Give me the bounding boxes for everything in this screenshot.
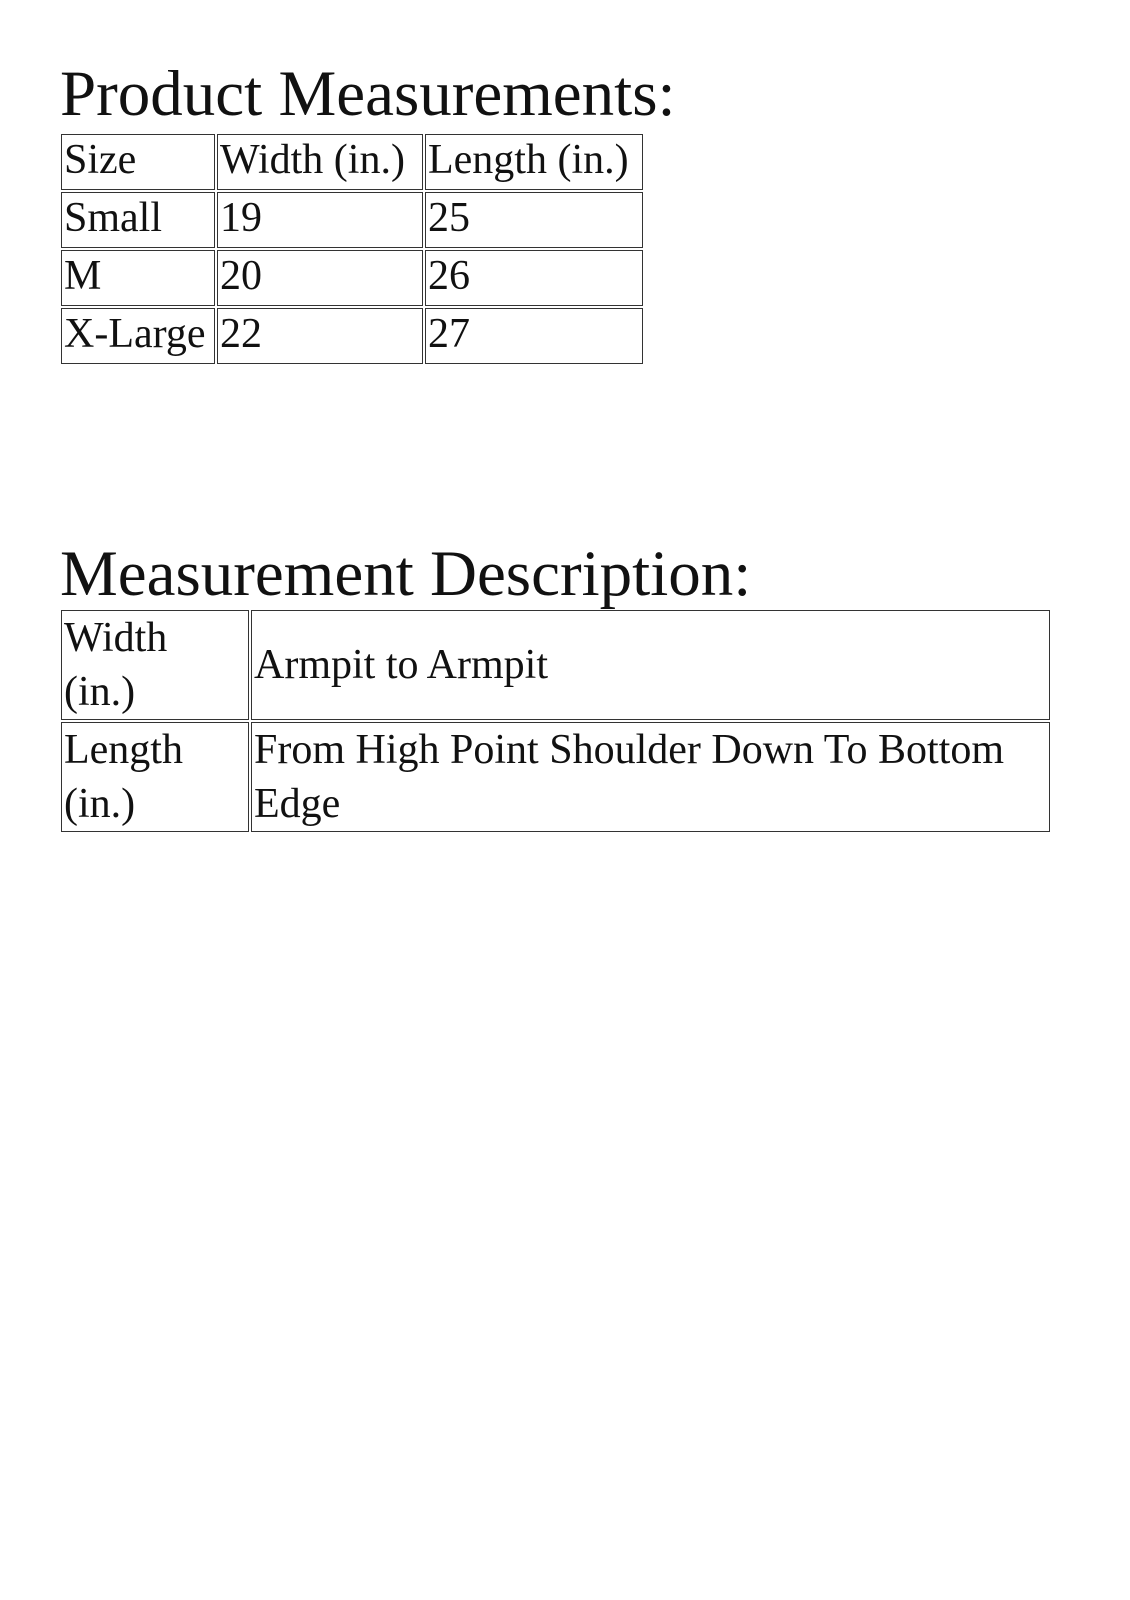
table-row bbox=[61, 192, 643, 248]
size-chart-table bbox=[59, 132, 645, 366]
product-measurements-heading: Product Measurements: bbox=[60, 58, 676, 130]
measurement-description-table bbox=[59, 608, 1052, 834]
table-header-row bbox=[61, 134, 643, 190]
header-size: Size bbox=[61, 134, 215, 190]
size-cell: X-Large bbox=[61, 308, 215, 364]
measurement-description-heading: Measurement Description: bbox=[60, 538, 752, 610]
table-row bbox=[61, 308, 643, 364]
table-row bbox=[61, 610, 1050, 720]
width-cell: 22 bbox=[217, 308, 423, 364]
measurement-name-cell: Length (in.) bbox=[61, 722, 249, 832]
width-cell: 20 bbox=[217, 250, 423, 306]
length-cell: 25 bbox=[425, 192, 643, 248]
header-length: Length (in.) bbox=[425, 134, 643, 190]
size-cell: Small bbox=[61, 192, 215, 248]
table-row bbox=[61, 722, 1050, 832]
measurement-name-cell: Width (in.) bbox=[61, 610, 249, 720]
size-cell: M bbox=[61, 250, 215, 306]
table-row bbox=[61, 250, 643, 306]
measurement-description-cell: Armpit to Armpit bbox=[251, 610, 1050, 720]
header-width: Width (in.) bbox=[217, 134, 423, 190]
length-cell: 26 bbox=[425, 250, 643, 306]
length-cell: 27 bbox=[425, 308, 643, 364]
measurement-description-cell: From High Point Shoulder Down To Bottom Edge bbox=[251, 722, 1050, 832]
width-cell: 19 bbox=[217, 192, 423, 248]
